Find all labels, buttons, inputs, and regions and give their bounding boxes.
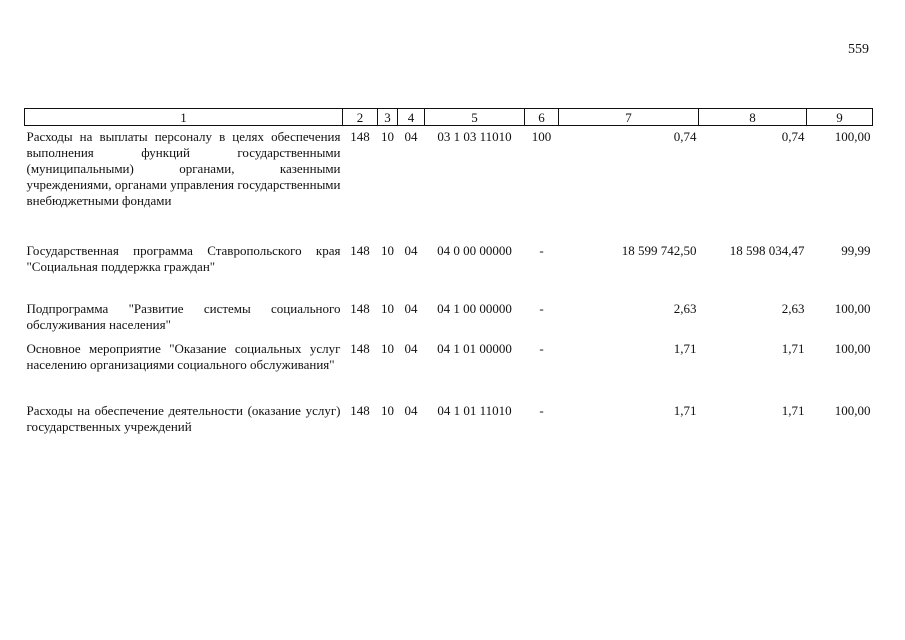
row-value-9: 100,00	[834, 301, 871, 316]
row-code-3: 10	[381, 403, 394, 418]
column-header-1: 1	[25, 109, 343, 126]
row-code-6: -	[539, 243, 544, 258]
row-code-3: 10	[381, 243, 394, 258]
row-code-6: -	[539, 403, 544, 418]
column-header-9: 9	[807, 109, 873, 126]
row-code-5: 04 1 01 11010	[437, 403, 512, 418]
row-value-7: 18 599 742,50	[621, 243, 697, 258]
row-value-8: 1,71	[781, 403, 805, 418]
row-code-3: 10	[381, 341, 394, 356]
row-name: Расходы на выплаты персоналу в целях обеспечения выполнения функций государственными (муниципальными) органами, казенными учреждениями, органами управления государственными внебюджетными фондами	[26, 129, 341, 208]
row-value-9: 99,99	[841, 243, 871, 258]
row-value-9: 100,00	[834, 403, 871, 418]
row-code-2: 148	[350, 129, 370, 144]
table-header-row	[25, 109, 873, 126]
row-value-8: 2,63	[781, 301, 805, 316]
row-name: Государственная программа Ставропольского края "Социальная поддержка граждан"	[26, 243, 341, 274]
row-code-4: 04	[404, 129, 418, 144]
column-header-5: 5	[425, 109, 525, 126]
row-code-3: 10	[381, 301, 394, 316]
table-row	[25, 243, 873, 301]
row-name: Расходы на обеспечение деятельности (оказание услуг) государственных учреждений	[26, 403, 341, 434]
column-header-6: 6	[525, 109, 559, 126]
row-code-4: 04	[404, 301, 418, 316]
row-code-4: 04	[404, 403, 418, 418]
row-value-7: 1,71	[673, 341, 697, 356]
table-row	[25, 126, 873, 244]
row-code-6: -	[539, 341, 544, 356]
column-header-8: 8	[699, 109, 807, 126]
row-code-5: 04 0 00 00000	[437, 243, 512, 258]
row-value-7: 0,74	[673, 129, 697, 144]
row-code-6: -	[539, 301, 544, 316]
row-value-8: 1,71	[781, 341, 805, 356]
row-code-2: 148	[350, 403, 370, 418]
budget-table	[24, 108, 873, 439]
column-header-4: 4	[398, 109, 425, 126]
column-header-3: 3	[378, 109, 398, 126]
row-value-7: 1,71	[673, 403, 697, 418]
table-row	[25, 341, 873, 403]
page-number: 559	[848, 42, 869, 57]
table-row	[25, 403, 873, 439]
row-value-7: 2,63	[673, 301, 697, 316]
row-code-2: 148	[350, 243, 370, 258]
row-code-4: 04	[404, 243, 418, 258]
row-value-9: 100,00	[834, 341, 871, 356]
column-header-2: 2	[343, 109, 378, 126]
row-code-6: 100	[531, 129, 552, 144]
row-code-5: 04 1 01 00000	[437, 341, 512, 356]
row-code-5: 03 1 03 11010	[437, 129, 512, 144]
row-code-2: 148	[350, 301, 370, 316]
row-code-4: 04	[404, 341, 418, 356]
row-name: Подпрограмма "Развитие системы социального обслуживания населения"	[26, 301, 341, 332]
row-code-5: 04 1 00 00000	[437, 301, 512, 316]
row-code-2: 148	[350, 341, 370, 356]
row-value-9: 100,00	[834, 129, 871, 144]
column-header-7: 7	[559, 109, 699, 126]
table-row	[25, 301, 873, 341]
row-value-8: 18 598 034,47	[729, 243, 805, 258]
row-value-8: 0,74	[781, 129, 805, 144]
row-name: Основное мероприятие "Оказание социальных услуг населению организациями социального обслуживания"	[26, 341, 341, 372]
row-code-3: 10	[381, 129, 394, 144]
